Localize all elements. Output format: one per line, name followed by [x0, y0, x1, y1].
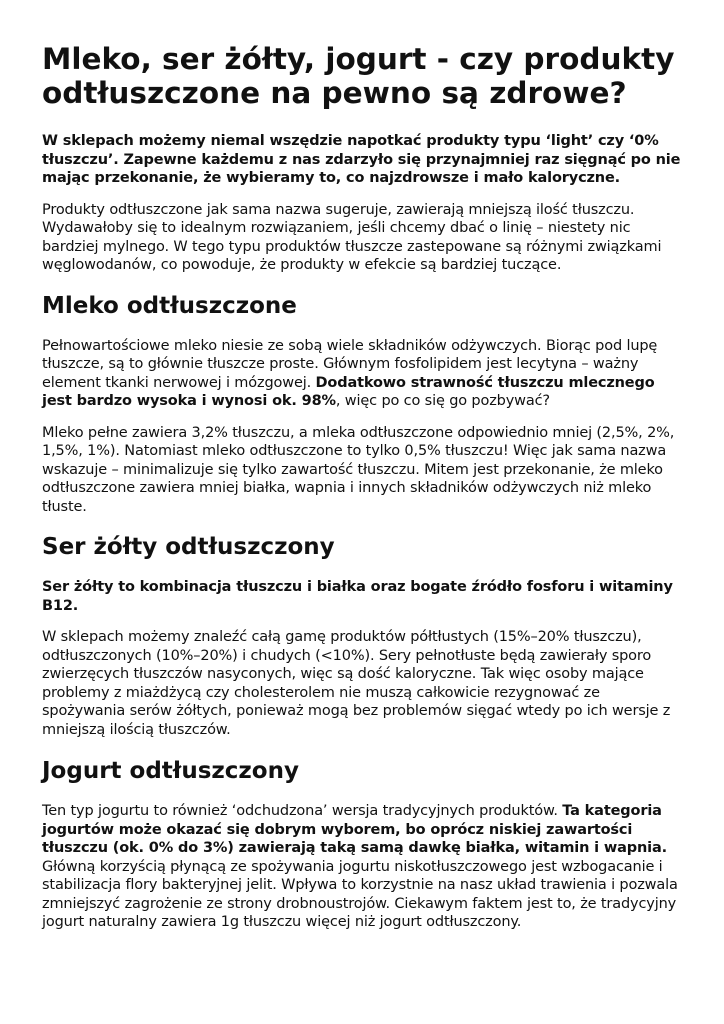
milk-paragraph-1-text: Pełnowartościowe mleko niesie ze sobą wiele składników odżywczych. Biorąc pod lupę tłuszcze, są to głównie tłuszcze proste. Głównym fosfolipidem jest lecytyna – ważny element tkanki nerwowej i mózgowej. [42, 337, 658, 391]
milk-paragraph-2: Mleko pełne zawiera 3,2% tłuszczu, a mleka odtłuszczone odpowiednio mniej (2,5%, 2%, 1,5%, 1%). Natomiast mleko odtłuszczone to tylko 0,5% tłuszczu! Więc jak sama nazwa wskazuje – minimalizuje się tylko zawartość tłuszczu. Mitem jest przekonanie, że mleko odtłuszczone zawiera mniej białka, wapnia i innych składników odżywczych niż mleko tłuste. [42, 424, 675, 515]
intro-lead-paragraph: W sklepach możemy niemal wszędzie napotkać produkty typu ‘light’ czy ‘0% tłuszczu’. Zapewne każdemu z nas zdarzyło się przynajmniej raz sięgnąć po nie mając przekonanie, że wybieramy to, co najzdrowsze i mało kaloryczne. [42, 133, 681, 186]
yogurt-paragraph-text: Ten typ jogurtu to również ‘odchudzona’ wersja tradycyjnych produktów. [42, 803, 563, 819]
yogurt-paragraph [42, 802, 682, 932]
yogurt-section-heading: Jogurt odtłuszczony [42, 758, 299, 784]
milk-paragraph-1-tail: , więc po co się go pozbywać? [335, 393, 550, 409]
milk-paragraph-1 [42, 337, 682, 411]
milk-paragraph-1-bold: Dodatkowo strawność tłuszczu mlecznego jest bardzo wysoka i wynosi ok. 98% [42, 374, 655, 409]
yogurt-paragraph-tail: Główną korzyścią płynącą ze spożywania jogurtu niskotłuszczowego jest wzbogacanie i stabilizacja flory bakteryjnej jelit. Wpływa to korzystnie na nasz układ trawienia i pozwala zmniejszyć zagrożenie ze strony drobnoustrojów. Ciekawym faktem jest to, że tradycyjny jogurt naturalny zawiera 1g tłuszczu więcej niż jogurt odtłuszczony. [42, 858, 678, 930]
intro-paragraph: Produkty odtłuszczone jak sama nazwa sugeruje, zawierają mniejszą ilość tłuszczu. Wydawałoby się to idealnym rozwiązaniem, jeśli chcemy dbać o linię – niestety nic bardziej mylnego. W tego typu produktów tłuszcze zastepowane są różnymi związkami węglowodanów, co powoduje, że produkty w efekcie są bardziej tuczące. [42, 201, 662, 273]
article [42, 42, 682, 932]
yogurt-paragraph-bold: Ta kategoria jogurtów może okazać się dobrym wyborem, bo oprócz niskiej zawartości tłuszczu (ok. 0% do 3%) zawierają taką samą dawkę białka, witamin i wapnia. [42, 803, 667, 856]
page-title: Mleko, ser żółty, jogurt - czy produkty odtłuszczone na pewno są zdrowe? [42, 42, 675, 110]
cheese-paragraph: W sklepach możemy znaleźć całą gamę produktów półtłustych (15%–20% tłuszczu), odtłuszczonych (10%–20%) i chudych (<10%). Sery pełnotłuste będą zawierały sporo zwierzęcych tłuszczów nasyconych, więc są dość kaloryczne. Tak więc osoby mające problemy z miażdżycą czy cholesterolem nie muszą całkowicie rezygnować ze spożywania serów żółtych, ponieważ mogą bez problemów sięgać wtedy po ich wersje z mniejszą ilością tłuszczów. [42, 629, 671, 738]
cheese-section-heading: Ser żółty odtłuszczony [42, 534, 335, 560]
cheese-lead-paragraph: Ser żółty to kombinacja tłuszczu i białka oraz bogate źródło fosforu i witaminy B12. [42, 579, 673, 614]
milk-section-heading: Mleko odtłuszczone [42, 292, 297, 319]
